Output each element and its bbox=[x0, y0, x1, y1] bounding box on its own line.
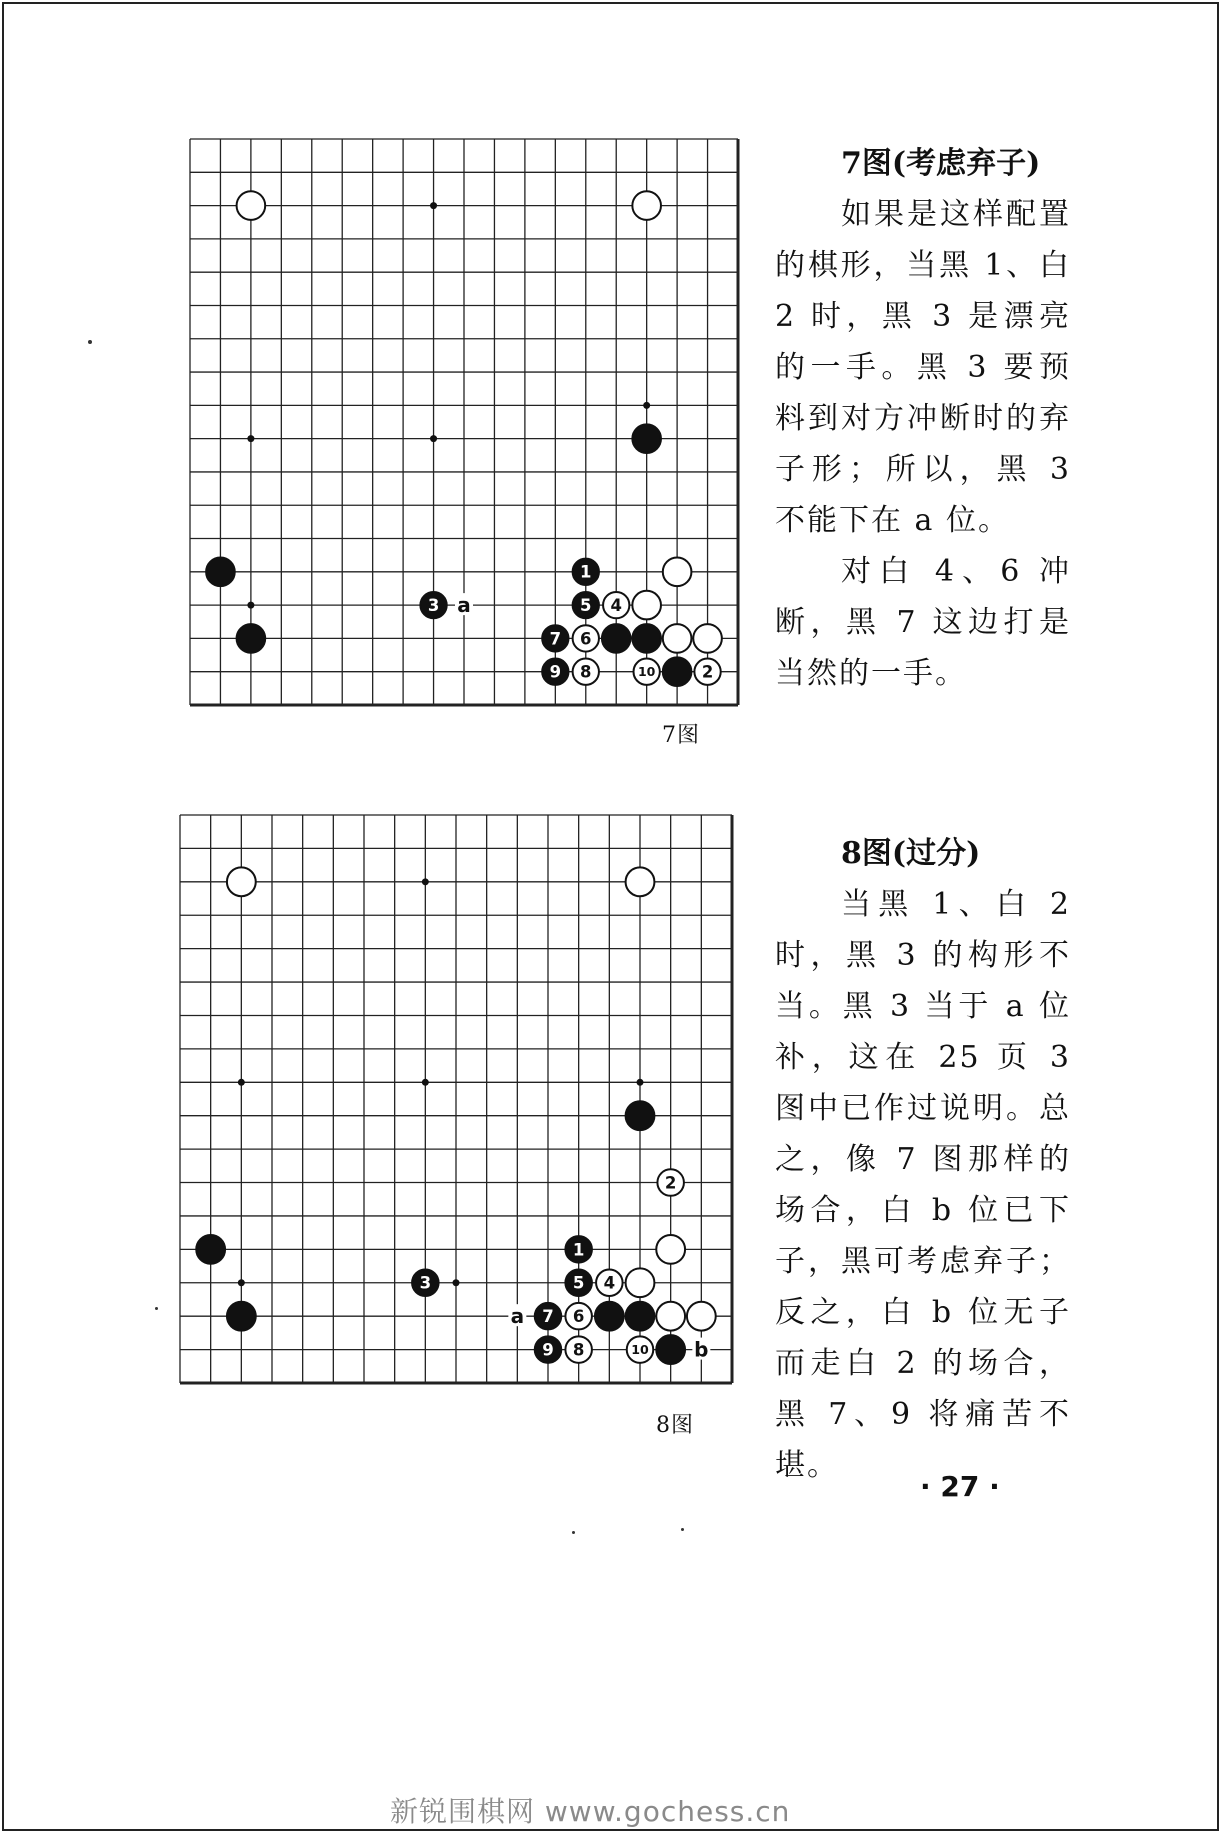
move-number: 7 bbox=[549, 629, 562, 649]
stone-disc bbox=[693, 624, 722, 653]
move-number: 3 bbox=[419, 1273, 432, 1293]
move-number: 6 bbox=[572, 1307, 585, 1327]
black-stone bbox=[542, 625, 568, 651]
stone-disc bbox=[196, 1235, 225, 1264]
black-stone bbox=[573, 559, 599, 585]
stone-disc bbox=[626, 867, 655, 896]
figure-caption: 7图 bbox=[662, 723, 700, 748]
figure-title: 7图(考虑弃子) bbox=[841, 146, 1041, 181]
figure-title: 8图(过分) bbox=[841, 836, 981, 871]
stone-disc bbox=[602, 624, 631, 653]
star-point bbox=[637, 1079, 644, 1086]
black-stone bbox=[542, 659, 568, 685]
board-grid bbox=[190, 139, 738, 705]
figure-8-explanation bbox=[775, 828, 1071, 1491]
star-point bbox=[453, 1279, 460, 1286]
black-stone bbox=[412, 1270, 439, 1297]
paragraph: 对白 4、6 冲断，黑 7 这边打是当然的一手。 bbox=[775, 554, 1071, 691]
move-number: 7 bbox=[542, 1307, 554, 1327]
black-stone bbox=[626, 1101, 655, 1130]
move-number: 4 bbox=[603, 1273, 616, 1293]
black-stone bbox=[535, 1303, 562, 1330]
position-marker: a bbox=[457, 593, 471, 618]
white-stone bbox=[565, 1336, 592, 1363]
stone-disc bbox=[237, 191, 266, 220]
stone-disc bbox=[632, 424, 661, 453]
white-stone bbox=[626, 1268, 655, 1297]
black-stone bbox=[237, 624, 266, 653]
white-stone bbox=[227, 867, 256, 896]
move-number: 5 bbox=[580, 596, 592, 616]
stone-disc bbox=[227, 867, 256, 896]
stone-disc bbox=[663, 624, 692, 653]
stone-disc bbox=[227, 1302, 256, 1331]
stone-disc bbox=[626, 1302, 655, 1331]
white-stone bbox=[565, 1303, 592, 1330]
white-stone bbox=[694, 659, 720, 685]
black-stone bbox=[565, 1270, 592, 1297]
star-point bbox=[238, 1079, 245, 1086]
white-stone bbox=[573, 659, 599, 685]
move-number: 2 bbox=[701, 662, 714, 682]
white-stone bbox=[632, 191, 661, 220]
figure-caption: 8图 bbox=[656, 1413, 694, 1438]
black-stone bbox=[535, 1336, 562, 1363]
stone-disc bbox=[663, 558, 692, 587]
black-stone bbox=[196, 1235, 225, 1264]
move-number: 8 bbox=[572, 1340, 585, 1360]
move-number: 6 bbox=[580, 629, 592, 649]
go-board-svg bbox=[178, 813, 734, 1385]
black-stone bbox=[656, 1335, 685, 1364]
go-board-svg bbox=[188, 137, 740, 707]
move-number: 10 bbox=[631, 1342, 649, 1358]
move-number: 3 bbox=[427, 596, 440, 616]
move-number: 5 bbox=[572, 1273, 585, 1293]
white-stone bbox=[627, 1336, 654, 1363]
white-stone bbox=[237, 191, 266, 220]
black-stone bbox=[626, 1302, 655, 1331]
star-point bbox=[643, 402, 650, 409]
move-number: 1 bbox=[580, 562, 592, 582]
black-stone bbox=[206, 558, 235, 587]
move-number: 10 bbox=[637, 664, 656, 680]
move-number: 4 bbox=[610, 596, 622, 616]
watermark: 新锐围棋网 www.gochess.cn bbox=[390, 1795, 791, 1828]
move-number: 9 bbox=[549, 662, 562, 682]
star-point bbox=[430, 435, 437, 442]
stone-disc bbox=[656, 1235, 685, 1264]
white-stone bbox=[663, 558, 692, 587]
scan-speck bbox=[681, 1528, 684, 1531]
stone-disc bbox=[206, 558, 235, 587]
stone-disc bbox=[656, 1302, 685, 1331]
scan-speck bbox=[155, 1307, 158, 1310]
black-stone bbox=[573, 592, 599, 618]
white-stone bbox=[663, 624, 692, 653]
board-grid bbox=[180, 815, 732, 1383]
white-stone bbox=[573, 625, 599, 651]
move-number: 2 bbox=[664, 1173, 677, 1193]
stone-disc bbox=[632, 191, 661, 220]
white-stone bbox=[632, 591, 661, 620]
white-stone bbox=[687, 1302, 716, 1331]
white-stone bbox=[657, 1169, 684, 1196]
paragraph: 当黑 1、白 2 时，黑 3 的构形不当。黑 3 当于 a 位补，这在 25 页 3 图中已作过说明。总之，像 7 图那样的场合，白 b 位已下子，黑可考虑弃子；反之，白 b 位无子而走白 2 的场合，黑 7、9 将痛苦不堪。 bbox=[775, 887, 1071, 1483]
white-stone bbox=[634, 659, 660, 685]
position-marker: a bbox=[510, 1304, 525, 1329]
stone-disc bbox=[595, 1302, 624, 1331]
stone-disc bbox=[663, 657, 692, 686]
black-stone bbox=[632, 424, 661, 453]
stone-disc bbox=[237, 624, 266, 653]
go-board-figure-8 bbox=[178, 813, 734, 1385]
stone-disc bbox=[632, 624, 661, 653]
scan-speck bbox=[88, 340, 92, 344]
star-point bbox=[422, 878, 429, 885]
stone-disc bbox=[626, 1268, 655, 1297]
black-stone bbox=[420, 592, 446, 618]
go-board-figure-7 bbox=[188, 137, 740, 707]
star-point bbox=[422, 1079, 429, 1086]
black-stone bbox=[632, 624, 661, 653]
white-stone bbox=[656, 1235, 685, 1264]
paragraph: 如果是这样配置的棋形，当黑 1、白 2 时，黑 3 是漂亮的一手。黑 3 要预料到对方冲断时的弃子形；所以，黑 3 不能下在 a 位。 bbox=[775, 197, 1071, 538]
white-stone bbox=[603, 592, 629, 618]
star-point bbox=[430, 202, 437, 209]
figure-7-explanation bbox=[775, 138, 1071, 699]
stone-disc bbox=[632, 591, 661, 620]
white-stone bbox=[656, 1302, 685, 1331]
black-stone bbox=[227, 1302, 256, 1331]
stone-disc bbox=[656, 1335, 685, 1364]
black-stone bbox=[565, 1236, 592, 1263]
star-point bbox=[238, 1279, 245, 1286]
star-point bbox=[247, 602, 254, 609]
move-number: 1 bbox=[572, 1240, 585, 1260]
star-point bbox=[247, 435, 254, 442]
position-marker: b bbox=[694, 1337, 709, 1362]
white-stone bbox=[693, 624, 722, 653]
move-number: 8 bbox=[580, 662, 592, 682]
black-stone bbox=[663, 657, 692, 686]
stone-disc bbox=[626, 1101, 655, 1130]
black-stone bbox=[595, 1302, 624, 1331]
scan-speck bbox=[572, 1531, 575, 1534]
white-stone bbox=[626, 867, 655, 896]
move-number: 9 bbox=[542, 1340, 554, 1360]
white-stone bbox=[596, 1270, 623, 1297]
black-stone bbox=[602, 624, 631, 653]
stone-disc bbox=[687, 1302, 716, 1331]
page-number: · 27 · bbox=[920, 1470, 1000, 1503]
